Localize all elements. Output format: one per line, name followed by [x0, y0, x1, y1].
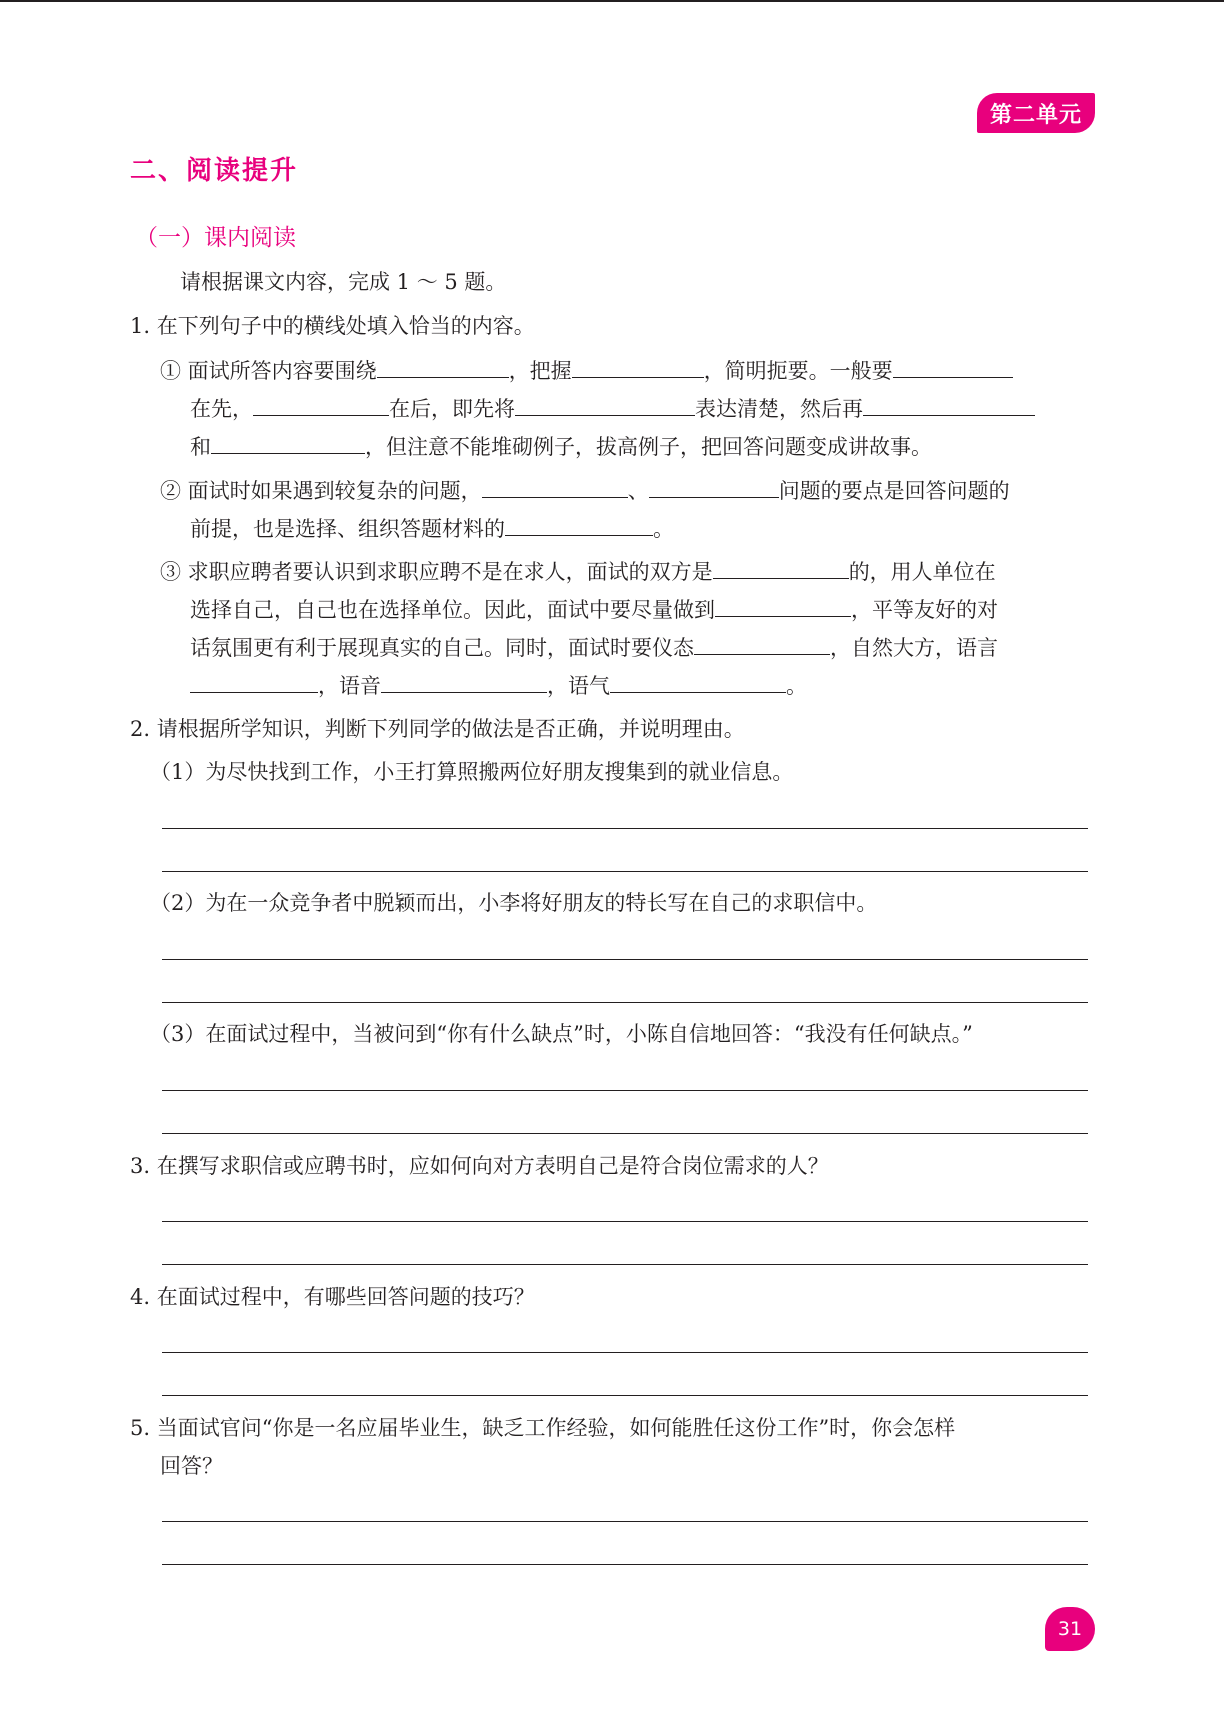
fill-blank[interactable]: [482, 475, 628, 498]
fill-blank[interactable]: [694, 632, 830, 655]
fill-blank[interactable]: [515, 393, 695, 416]
fill-blank[interactable]: [253, 393, 389, 416]
q1-s3-line2: [190, 594, 998, 624]
q1-s1-line3: [190, 431, 932, 461]
text: 。: [786, 674, 807, 698]
intro-text: 请根据课文内容，完成 1 ～ 5 题。: [180, 270, 507, 294]
q2-stem: 2. 请根据所学知识，判断下列同学的做法是否正确，并说明理由。: [130, 717, 745, 741]
fill-blank[interactable]: [381, 670, 547, 693]
text: ，语气: [547, 674, 610, 698]
text: 前提，也是选择、组织答题材料的: [190, 517, 505, 541]
text: 话氛围更有利于展现真实的自己。同时，面试时要仪态: [190, 636, 694, 660]
fill-blank[interactable]: [715, 594, 851, 617]
answer-line[interactable]: [162, 1002, 1088, 1003]
q5-stem-line1: 5. 当面试官问“你是一名应届毕业生，缺乏工作经验，如何能胜任这份工作”时，你会怎样: [130, 1416, 956, 1440]
text: 在先，: [190, 397, 253, 421]
fill-blank[interactable]: [863, 393, 1035, 416]
fill-blank[interactable]: [572, 355, 704, 378]
q1-s3-line1: [160, 556, 996, 586]
text: ，语音: [318, 674, 381, 698]
q1-s1-line2: [190, 393, 1035, 423]
text: ① 面试所答内容要围绕: [160, 359, 377, 383]
text: ，但注意不能堆砌例子，拔高例子，把回答问题变成讲故事。: [365, 435, 932, 459]
q4-stem: 4. 在面试过程中，有哪些回答问题的技巧？: [130, 1285, 535, 1309]
q5-stem-line2: 回答？: [160, 1454, 223, 1478]
unit-badge: 第二单元: [977, 93, 1095, 133]
text: ，简明扼要。一般要: [703, 359, 893, 383]
section-title: 二、阅读提升: [130, 156, 299, 186]
page-number: 31: [1045, 1607, 1095, 1651]
answer-line[interactable]: [162, 1133, 1088, 1134]
text: 问题的要点是回答问题的: [778, 479, 1010, 503]
fill-blank[interactable]: [649, 475, 779, 498]
answer-line[interactable]: [162, 1352, 1088, 1353]
q3-stem: 3. 在撰写求职信或应聘书时，应如何向对方表明自己是符合岗位需求的人？: [130, 1154, 829, 1178]
q1-s3-line3: [190, 632, 998, 662]
q1-stem: 1. 在下列句子中的横线处填入恰当的内容。: [130, 314, 535, 338]
answer-line[interactable]: [162, 1221, 1088, 1222]
q2-item-2: （2）为在一众竞争者中脱颖而出，小李将好朋友的特长写在自己的求职信中。: [150, 891, 878, 915]
answer-line[interactable]: [162, 871, 1088, 872]
q1-s2-line2: [190, 513, 674, 543]
text: 的，用人单位在: [848, 560, 996, 584]
answer-line[interactable]: [162, 1090, 1088, 1091]
q1-s2-line1: [160, 475, 1010, 505]
answer-line[interactable]: [162, 1395, 1088, 1396]
text: 表达清楚，然后再: [695, 397, 863, 421]
text: 、: [627, 479, 649, 503]
fill-blank[interactable]: [377, 355, 509, 378]
q1-s3-line4: [190, 670, 807, 700]
text: ③ 求职应聘者要认识到求职应聘不是在求人，面试的双方是: [160, 560, 713, 584]
answer-line[interactable]: [162, 1264, 1088, 1265]
fill-blank[interactable]: [713, 556, 849, 579]
text: 和: [190, 435, 211, 459]
q2-item-3: （3）在面试过程中，当被问到“你有什么缺点”时，小陈自信地回答：“我没有任何缺点。”: [150, 1022, 973, 1046]
text: ，自然大方，语言: [830, 636, 998, 660]
subsection-title: （一）课内阅读: [135, 225, 296, 251]
answer-line[interactable]: [162, 828, 1088, 829]
text: ② 面试时如果遇到较复杂的问题，: [160, 479, 482, 503]
fill-blank[interactable]: [190, 670, 318, 693]
text: ，把握: [508, 359, 572, 383]
q1-s1-line1: [160, 355, 1013, 385]
text: ，平等友好的对: [851, 598, 998, 622]
answer-line[interactable]: [162, 959, 1088, 960]
fill-blank[interactable]: [610, 670, 786, 693]
fill-blank[interactable]: [505, 513, 653, 536]
fill-blank[interactable]: [211, 431, 365, 454]
text: 。: [653, 517, 674, 541]
answer-line[interactable]: [162, 1564, 1088, 1565]
text: 在后，即先将: [389, 397, 515, 421]
fill-blank[interactable]: [893, 355, 1013, 378]
answer-line[interactable]: [162, 1521, 1088, 1522]
q2-item-1: （1）为尽快找到工作，小王打算照搬两位好朋友搜集到的就业信息。: [150, 760, 794, 784]
text: 选择自己，自己也在选择单位。因此，面试中要尽量做到: [190, 598, 715, 622]
top-rule: [0, 0, 1224, 2]
